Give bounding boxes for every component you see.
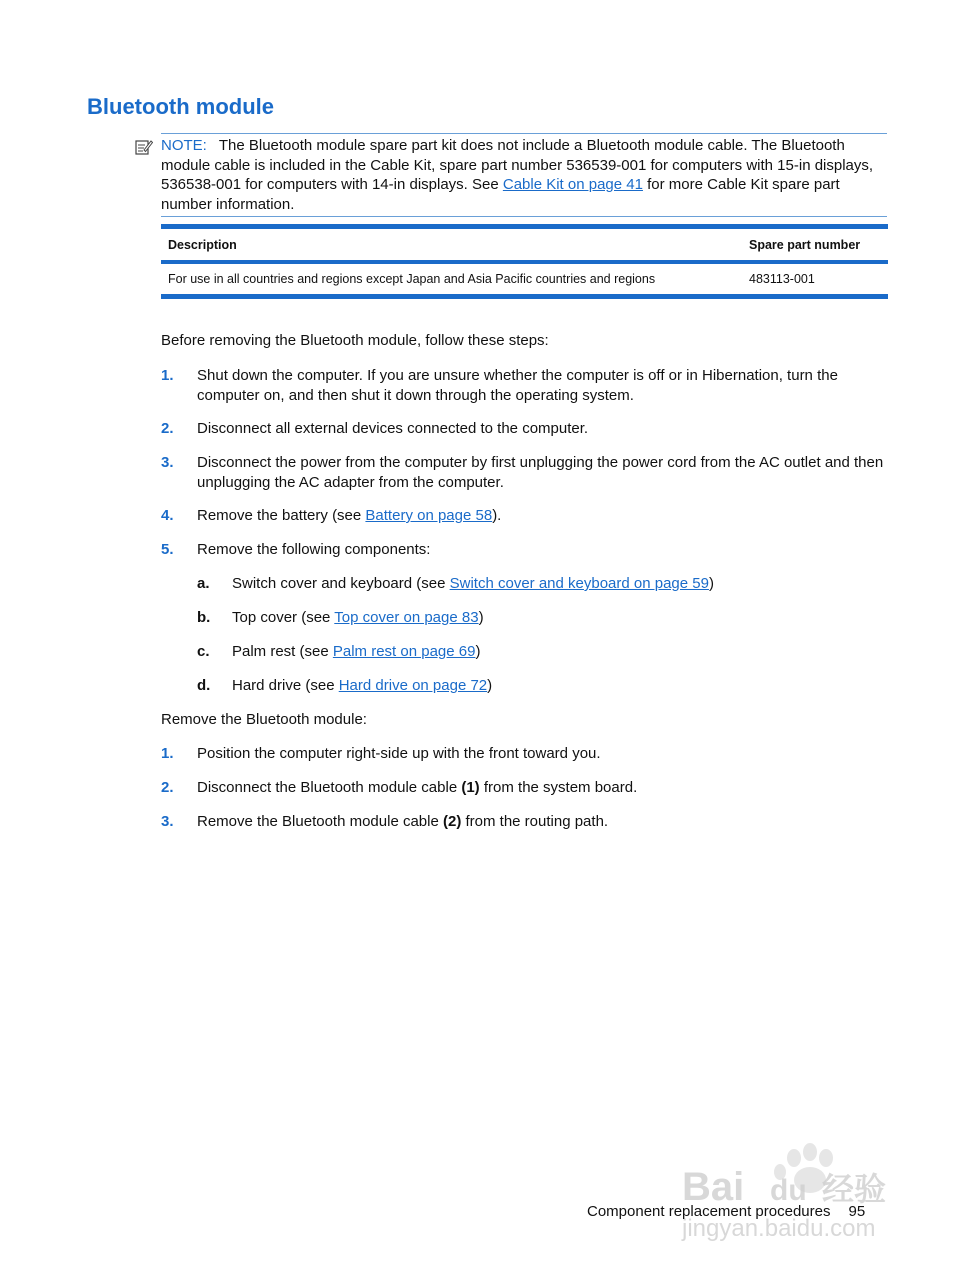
before-step-2 bbox=[161, 419, 888, 439]
item-text-post: ) bbox=[475, 643, 481, 660]
item-text-pre: Top cover (see bbox=[232, 609, 335, 626]
footer-chapter: Component replacement procedures bbox=[587, 1203, 831, 1220]
remove-steps-intro: Remove the Bluetooth module: bbox=[161, 711, 367, 728]
callout-number: (1) bbox=[461, 779, 480, 796]
step-number: 1. bbox=[161, 745, 174, 762]
item-text bbox=[232, 574, 887, 594]
hard-drive-link[interactable]: Hard drive on page 72 bbox=[338, 677, 488, 694]
step-text bbox=[197, 778, 888, 798]
step-text-pre: Disconnect the Bluetooth module cable bbox=[197, 779, 462, 796]
component-item-d bbox=[197, 676, 887, 696]
step-text-pre: Remove the battery (see bbox=[197, 507, 366, 524]
palm-rest-link[interactable]: Palm rest on page 69 bbox=[332, 643, 476, 660]
baidu-watermark-logo bbox=[676, 1136, 906, 1256]
table-row bbox=[161, 262, 888, 297]
item-text bbox=[232, 642, 887, 662]
step-number: 2. bbox=[161, 420, 174, 437]
item-text-pre: Palm rest (see bbox=[232, 643, 333, 660]
step-number: 3. bbox=[161, 813, 174, 830]
note-pencil-icon bbox=[135, 138, 153, 156]
item-letter: b. bbox=[197, 609, 211, 626]
step-text: Remove the following components: bbox=[197, 541, 431, 558]
page-title: Bluetooth module bbox=[87, 94, 274, 119]
callout-number: (2) bbox=[442, 813, 462, 830]
svg-text:du: du bbox=[770, 1174, 807, 1207]
item-letter: c. bbox=[197, 643, 210, 660]
note-text-end: for more Cable Kit spare part number information. bbox=[161, 176, 840, 213]
table-cell-part-number: 483113-001 bbox=[749, 272, 815, 286]
step-number: 3. bbox=[161, 454, 174, 471]
step-text-post: ). bbox=[492, 507, 502, 524]
step-text: Position the computer right-side up with the front toward you. bbox=[197, 745, 601, 762]
step-text: Shut down the computer. If you are unsure whether the computer is off or in Hibernation, turn the computer on, and then shut it down through the operating system. bbox=[197, 367, 838, 404]
item-text-pre: Hard drive (see bbox=[232, 677, 339, 694]
page-footer bbox=[587, 1202, 865, 1222]
step-text-post: from the routing path. bbox=[461, 813, 609, 830]
table-header-row bbox=[161, 227, 888, 263]
switch-cover-keyboard-link[interactable]: Switch cover and keyboard on page 59 bbox=[449, 575, 709, 592]
table-cell-description: For use in all countries and regions except Japan and Asia Pacific countries and regions bbox=[168, 272, 656, 286]
note-box bbox=[161, 133, 887, 217]
svg-text:Bai: Bai bbox=[682, 1165, 745, 1209]
column-header-spare-part-number: Spare part number bbox=[749, 237, 861, 252]
remove-step-3 bbox=[161, 812, 888, 832]
item-text bbox=[232, 676, 887, 696]
component-item-a bbox=[197, 574, 887, 594]
battery-link[interactable]: Battery on page 58 bbox=[365, 507, 493, 524]
item-text-post: ) bbox=[708, 575, 714, 592]
page-number: 95 bbox=[848, 1203, 866, 1220]
step-number: 2. bbox=[161, 779, 174, 796]
item-text-post: ) bbox=[487, 677, 493, 694]
item-letter: a. bbox=[197, 575, 210, 592]
spare-parts-table bbox=[161, 224, 888, 299]
top-cover-link[interactable]: Top cover on page 83 bbox=[334, 609, 479, 626]
step-number: 4. bbox=[161, 507, 174, 524]
step-text: Disconnect all external devices connected to the computer. bbox=[197, 420, 589, 437]
item-text-post: ) bbox=[478, 609, 484, 626]
before-step-4 bbox=[161, 506, 888, 526]
before-step-3 bbox=[161, 453, 888, 492]
remove-step-1 bbox=[161, 744, 888, 764]
step-number: 1. bbox=[161, 367, 174, 384]
note-text: The Bluetooth module spare part kit does not include a Bluetooth module cable. The Bluetooth module cable is included in the Cable Kit, spare part number 536539-001 for computers with 15-in displays, 536538-001 for computers with 14-in displays. See bbox=[161, 137, 874, 193]
step-text bbox=[197, 506, 888, 526]
before-step-1 bbox=[161, 366, 888, 405]
cable-kit-link[interactable]: Cable Kit on page 41 bbox=[502, 176, 643, 193]
svg-text:经验: 经验 bbox=[822, 1170, 887, 1208]
svg-text:jingyan.baidu.com: jingyan.baidu.com bbox=[682, 1215, 876, 1242]
step-number: 5. bbox=[161, 541, 174, 558]
before-step-5 bbox=[161, 540, 888, 560]
step-text-post: from the system board. bbox=[479, 779, 638, 796]
column-header-description: Description bbox=[168, 237, 237, 252]
step-text-pre: Remove the Bluetooth module cable bbox=[197, 813, 443, 830]
note-label: NOTE: bbox=[161, 137, 207, 154]
item-text-pre: Switch cover and keyboard (see bbox=[232, 575, 450, 592]
remove-step-2 bbox=[161, 778, 888, 798]
component-item-b bbox=[197, 608, 887, 628]
before-steps-intro: Before removing the Bluetooth module, follow these steps: bbox=[161, 332, 549, 349]
component-item-c bbox=[197, 642, 887, 662]
item-text bbox=[232, 608, 887, 628]
step-text: Disconnect the power from the computer by first unplugging the power cord from the AC outlet and then unplugging the AC adapter from the computer. bbox=[197, 454, 884, 491]
item-letter: d. bbox=[197, 677, 211, 694]
step-text bbox=[197, 812, 888, 832]
